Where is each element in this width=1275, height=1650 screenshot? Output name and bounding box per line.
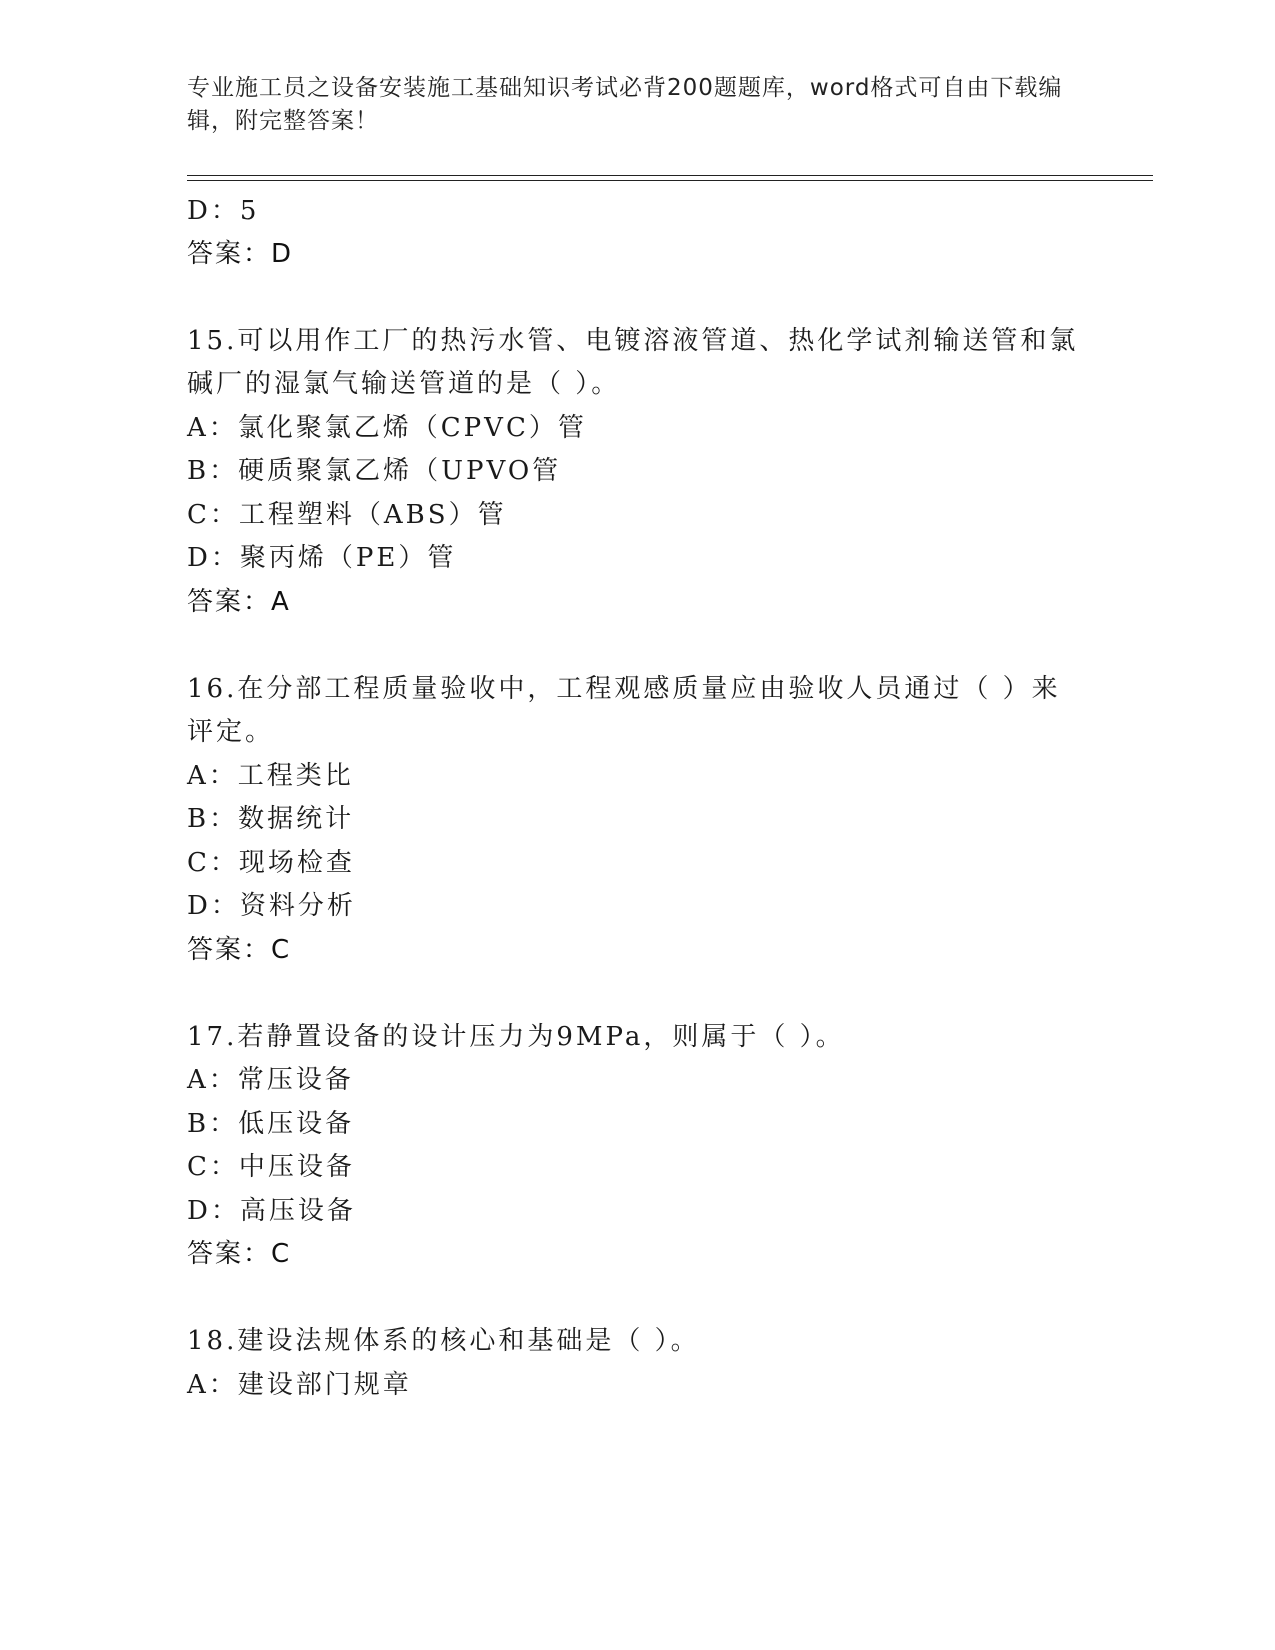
option-a: A：氯化聚氯乙烯（CPVC）管 bbox=[187, 413, 587, 443]
question-15-line-1: 15.可以用作工厂的热污水管、电镀溶液管道、热化学试剂输送管和氯 bbox=[187, 326, 1079, 356]
option-d: D：高压设备 bbox=[187, 1196, 356, 1226]
answer-line: 答案：A bbox=[187, 587, 291, 617]
option-b: B：数据统计 bbox=[187, 804, 355, 834]
question-15-line-2: 碱厂的湿氯气输送管道的是（ ）。 bbox=[187, 369, 621, 399]
option-a: A：工程类比 bbox=[187, 761, 354, 791]
question-18-line-1: 18.建设法规体系的核心和基础是（ ）。 bbox=[187, 1326, 700, 1356]
option-b: B：硬质聚氯乙烯（UPVO管 bbox=[187, 456, 562, 486]
question-16-line-1: 16.在分部工程质量验收中，工程观感质量应由验收人员通过（ ）来 bbox=[187, 674, 1061, 704]
question-17-line-1: 17.若静置设备的设计压力为9MPa，则属于（ ）。 bbox=[187, 1022, 845, 1052]
option-b: B：低压设备 bbox=[187, 1109, 355, 1139]
answer-line: 答案：D bbox=[187, 239, 294, 269]
document-header: 专业施工员之设备安装施工基础知识考试必背200题题库，word格式可自由下载编辑，附完整答案！ bbox=[187, 75, 1063, 134]
option-c: C：中压设备 bbox=[187, 1152, 355, 1182]
option-a: A：建设部门规章 bbox=[187, 1370, 412, 1400]
header-rule-bottom bbox=[187, 180, 1153, 181]
option-c: C：工程塑料（ABS）管 bbox=[187, 500, 507, 530]
option-d: D：聚丙烯（PE）管 bbox=[187, 543, 457, 573]
answer-line: 答案：C bbox=[187, 935, 292, 965]
answer-line: 答案：C bbox=[187, 1239, 292, 1269]
option-d: D：资料分析 bbox=[187, 891, 356, 921]
option-c: C：现场检查 bbox=[187, 848, 355, 878]
question-16-line-2: 评定。 bbox=[187, 717, 275, 747]
option-d: D：5 bbox=[187, 196, 260, 226]
header-rule-top bbox=[187, 175, 1153, 176]
option-a: A：常压设备 bbox=[187, 1065, 354, 1095]
